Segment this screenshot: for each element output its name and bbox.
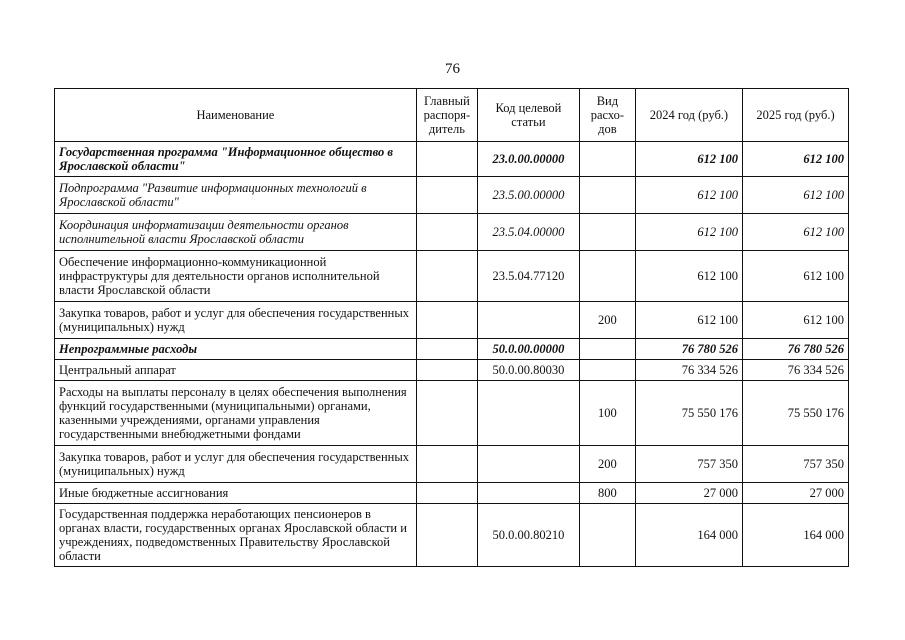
- row-name: Обеспечение информационно-коммуникационной инфраструктуры для деятельности органов исполнительной власти Ярославской области: [55, 251, 417, 302]
- row-main-manager: [416, 381, 477, 446]
- row-target-code: 50.0.00.80210: [477, 504, 579, 567]
- row-amount-2025: 612 100: [742, 251, 848, 302]
- row-name: Закупка товаров, работ и услуг для обеспечения государственных (муниципальных) нужд: [55, 302, 417, 339]
- row-expense-type: 100: [579, 381, 635, 446]
- row-main-manager: [416, 483, 477, 504]
- row-amount-2025: 164 000: [742, 504, 848, 567]
- table-row: [55, 251, 849, 302]
- table-row: [55, 504, 849, 567]
- row-target-code: [477, 381, 579, 446]
- row-expense-type: [579, 339, 635, 360]
- page-number: 76: [445, 61, 460, 77]
- table-row: [55, 339, 849, 360]
- row-name: Центральный аппарат: [55, 360, 417, 381]
- row-amount-2025: 27 000: [742, 483, 848, 504]
- row-target-code: 23.5.04.00000: [477, 214, 579, 251]
- row-amount-2024: 612 100: [635, 142, 742, 177]
- header-target-code: Код целевой статьи: [477, 89, 579, 142]
- header-year-2025: 2025 год (руб.): [742, 89, 848, 142]
- row-main-manager: [416, 214, 477, 251]
- row-amount-2025: 76 334 526: [742, 360, 848, 381]
- row-expense-type: [579, 360, 635, 381]
- row-expense-type: [579, 251, 635, 302]
- row-name: Координация информатизации деятельности органов исполнительной власти Ярославской области: [55, 214, 417, 251]
- row-name: Государственная программа "Информационное общество в Ярославской области": [55, 142, 417, 177]
- row-amount-2024: 612 100: [635, 251, 742, 302]
- row-target-code: [477, 446, 579, 483]
- header-year-2024: 2024 год (руб.): [635, 89, 742, 142]
- row-name: Государственная поддержка неработающих пенсионеров в органах власти, государственных органах Ярославской области и учреждениях, подведомственных Правительству Ярославской области: [55, 504, 417, 567]
- row-amount-2024: 76 780 526: [635, 339, 742, 360]
- row-target-code: 23.0.00.00000: [477, 142, 579, 177]
- header-expense-type: Вид расхо-дов: [579, 89, 635, 142]
- row-main-manager: [416, 360, 477, 381]
- row-expense-type: [579, 142, 635, 177]
- row-main-manager: [416, 251, 477, 302]
- row-main-manager: [416, 142, 477, 177]
- row-main-manager: [416, 446, 477, 483]
- table-row: [55, 214, 849, 251]
- row-amount-2024: 164 000: [635, 504, 742, 567]
- header-main-manager: Главный распоря-дитель: [416, 89, 477, 142]
- row-name: Закупка товаров, работ и услуг для обеспечения государственных (муниципальных) нужд: [55, 446, 417, 483]
- row-main-manager: [416, 504, 477, 567]
- row-target-code: 50.0.00.00000: [477, 339, 579, 360]
- row-amount-2025: 757 350: [742, 446, 848, 483]
- row-target-code: 50.0.00.80030: [477, 360, 579, 381]
- row-expense-type: 200: [579, 446, 635, 483]
- row-amount-2025: 612 100: [742, 177, 848, 214]
- row-name: Непрограммные расходы: [55, 339, 417, 360]
- table-row: [55, 360, 849, 381]
- row-expense-type: [579, 177, 635, 214]
- row-expense-type: [579, 214, 635, 251]
- budget-table: [54, 88, 849, 567]
- table-row: [55, 302, 849, 339]
- table-row: [55, 142, 849, 177]
- row-amount-2025: 612 100: [742, 214, 848, 251]
- row-amount-2025: 75 550 176: [742, 381, 848, 446]
- row-amount-2024: 27 000: [635, 483, 742, 504]
- table-row: [55, 381, 849, 446]
- table-row: [55, 446, 849, 483]
- row-target-code: [477, 302, 579, 339]
- row-amount-2025: 612 100: [742, 142, 848, 177]
- row-name: Расходы на выплаты персоналу в целях обеспечения выполнения функций государственными (муниципальными) органами, казенными учреждениями, органами управления государственными внебюджетными фондами: [55, 381, 417, 446]
- table-header-row: [55, 89, 849, 142]
- row-amount-2024: 612 100: [635, 214, 742, 251]
- row-target-code: [477, 483, 579, 504]
- row-name: Иные бюджетные ассигнования: [55, 483, 417, 504]
- table-row: [55, 483, 849, 504]
- row-main-manager: [416, 177, 477, 214]
- row-main-manager: [416, 302, 477, 339]
- row-target-code: 23.5.04.77120: [477, 251, 579, 302]
- table-row: [55, 177, 849, 214]
- row-target-code: 23.5.00.00000: [477, 177, 579, 214]
- row-amount-2024: 612 100: [635, 177, 742, 214]
- row-expense-type: 200: [579, 302, 635, 339]
- row-amount-2024: 75 550 176: [635, 381, 742, 446]
- row-main-manager: [416, 339, 477, 360]
- row-expense-type: [579, 504, 635, 567]
- row-expense-type: 800: [579, 483, 635, 504]
- row-amount-2024: 76 334 526: [635, 360, 742, 381]
- row-amount-2025: 612 100: [742, 302, 848, 339]
- row-name: Подпрограмма "Развитие информационных технологий в Ярославской области": [55, 177, 417, 214]
- row-amount-2025: 76 780 526: [742, 339, 848, 360]
- row-amount-2024: 757 350: [635, 446, 742, 483]
- header-name: Наименование: [55, 89, 417, 142]
- row-amount-2024: 612 100: [635, 302, 742, 339]
